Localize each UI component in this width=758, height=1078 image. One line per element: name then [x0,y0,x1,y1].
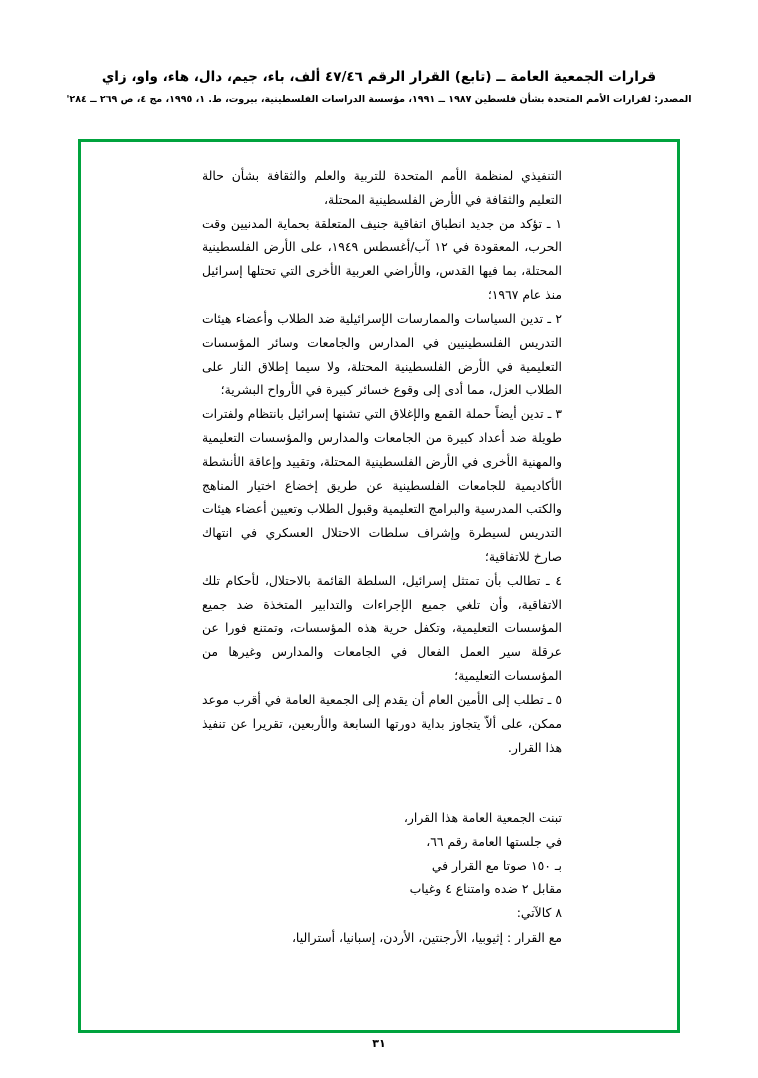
paragraph-4: ٤ ـ تطالب بأن تمتثل إسرائيل، السلطة القائمة بالاحتلال، لأحكام تلك الاتفاقية، وأن تلغي جميع الإجراءات والتدابير المتخذة ضد جميع المؤسسات التعليمية، وتكفل حرية هذه المؤسسات، وتمتنع فورا عن عرقلة سير العمل الفعال في الجامعات والمدارس وغيرها من المؤسسات التعليمية؛ [202,572,562,684]
page-header [0,0,758,105]
paragraph-3: ٣ ـ تدين أيضاً حملة القمع والإغلاق التي تشنها إسرائيل بانتظام ولفترات طويلة ضد أعداد كبيرة من الجامعات والمدارس والمؤسسات التعليمية والمهنية الأخرى في الأرض الفلسطينية المحتلة، وتقييد وإعاقة الأنشطة الأكاديمية للجامعات الفلسطينية عن طريق إخضاع اختيار المناهج والكتب المدرسية والبرامج التعليمية وقبول الطلاب وتعيين أعضاء هيئات التدريس لسيطرة وإشراف سلطات الاحتلال العسكري في انتهاك صارخ للاتفاقية؛ [202,406,562,564]
adoption-line-4: مقابل ٢ ضده وامتناع ٤ وغياب [409,881,562,897]
adoption-line-3: بـ ١٥٠ صوتا مع القرار في [431,857,562,873]
adoption-note [202,806,562,925]
page-title: قرارات الجمعية العامة ــ (تابع) القرار الرقم ٤٧/٤٦ ألف، باء، جيم، دال، هاء، واو، زاي [101,69,657,85]
adoption-line-2: في جلستها العامة رقم ٦٦، [426,833,562,849]
adoption-line-5: ٨ كالآتي: [516,905,562,921]
paragraph-5: ٥ ـ تطلب إلى الأمين العام أن يقدم إلى الجمعية العامة في أقرب موعد ممكن، على ألاّ يتجاوز بداية دورتها السابعة والأربعين، تقريرا عن تنفيذ هذا القرار. [202,691,562,755]
vote-in-favor-list: مع القرار : إثيوبيا، الأرجنتين، الأردن، إسبانيا، أستراليا، [291,930,562,945]
resolution-body [202,164,562,759]
paragraph-2: ٢ ـ تدين السياسات والممارسات الإسرائيلية ضد الطلاب وأعضاء هيئات التدريس الفلسطينيين في المدارس والجامعات وسائر المؤسسات التعليمية في الأرض الفلسطينية المحتلة، ولا سيما إطلاق النار على الطلاب العزل، مما أدى إلى وقوع خسائر كبيرة في الأرواح البشرية؛ [202,310,562,398]
page-number: ٣١ [372,1037,386,1050]
source-note: المصدر: لقرارات الأمم المتحدة بشأن فلسطين ١٩٨٧ ــ ١٩٩١، مؤسسة الدراسات الفلسطينية، بيروت، ط. ١، ١٩٩٥، مج ٤، ص ٢٦٩ ــ ٢٨٤' [66,93,692,105]
content-frame [78,139,680,1033]
adoption-line-1: تبنت الجمعية العامة هذا القرار، [403,810,562,825]
paragraph-1: ١ ـ تؤكد من جديد انطباق اتفاقية جنيف المتعلقة بحماية المدنيين وقت الحرب، المعقودة في ١٢ آب/أغسطس ١٩٤٩، على الأرض الفلسطينية المحتلة، بما فيها القدس، والأراضي العربية الأخرى التي تحتلها إسرائيل منذ عام ١٩٦٧؛ [202,215,562,303]
paragraph-intro: التنفيذي لمنظمة الأمم المتحدة للتربية والعلم والثقافة بشأن حالة التعليم والثقافة في الأرض الفلسطينية المحتلة، [202,168,562,207]
